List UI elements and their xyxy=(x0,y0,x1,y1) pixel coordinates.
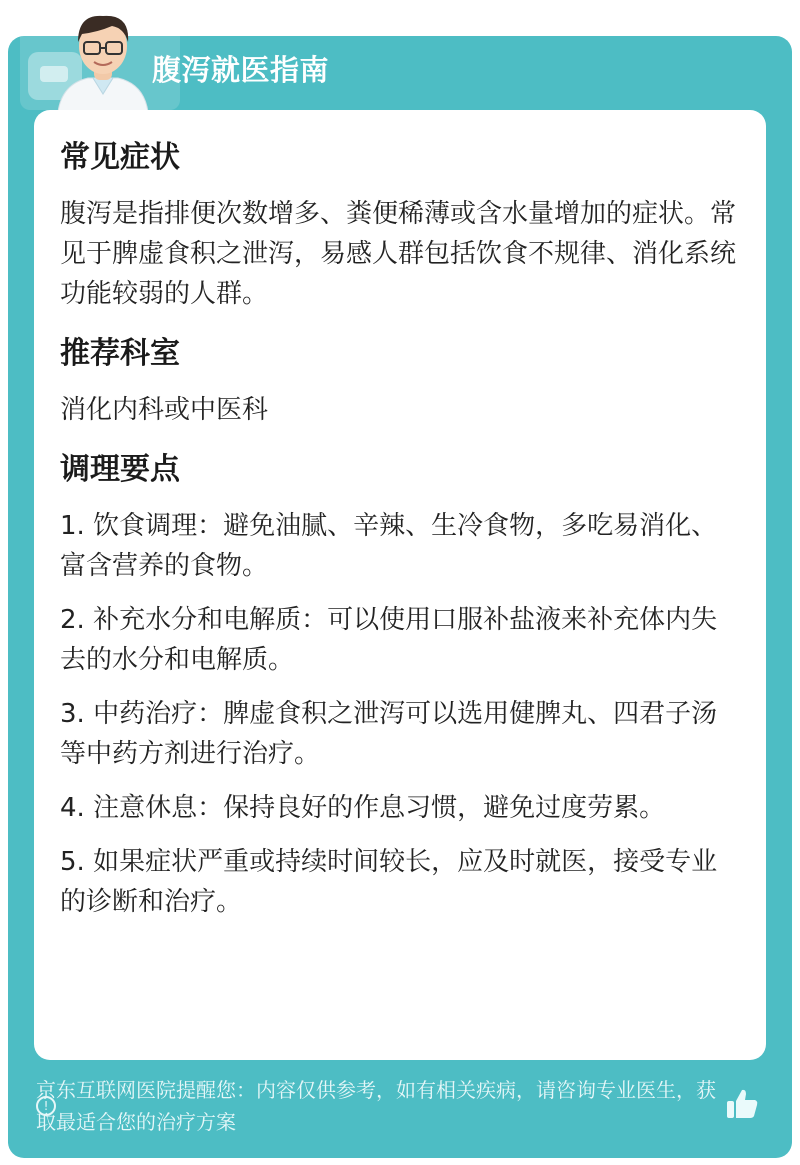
page-title: 腹泻就医指南 xyxy=(152,53,330,87)
thumbs-up-icon[interactable] xyxy=(724,1086,760,1122)
section-text: 腹泻是指排便次数增多、粪便稀薄或含水量增加的症状。常见于脾虚食积之泄泻，易感人群包括饮食不规律、消化系统功能较弱的人群。 xyxy=(60,199,737,309)
section-care-points xyxy=(60,448,740,922)
section-department xyxy=(60,332,740,430)
list-item: 4. 注意休息：保持良好的作息习惯，避免过度劳累。 xyxy=(60,793,666,823)
content-card xyxy=(34,110,766,1060)
footer-disclaimer: 京东互联网医院提醒您：内容仅供参考，如有相关疾病，请咨询专业医生，获取最适合您的治疗方案 xyxy=(36,1078,716,1134)
section-title: 调理要点 xyxy=(60,452,180,487)
section-title: 常见症状 xyxy=(60,140,180,175)
section-title: 推荐科室 xyxy=(60,336,180,371)
section-symptoms xyxy=(60,136,740,314)
info-icon: ! xyxy=(36,1096,56,1116)
list-item: 5. 如果症状严重或持续时间较长，应及时就医，接受专业的诊断和治疗。 xyxy=(60,847,718,917)
list-item: 3. 中药治疗：脾虚食积之泄泻可以选用健脾丸、四君子汤等中药方剂进行治疗。 xyxy=(60,699,718,769)
list-item: 1. 饮食调理：避免油腻、辛辣、生冷食物，多吃易消化、富含营养的食物。 xyxy=(60,511,718,581)
list-item: 2. 补充水分和电解质：可以使用口服补盐液来补充体内失去的水分和电解质。 xyxy=(60,605,718,675)
doctor-avatar xyxy=(48,6,158,112)
section-text: 消化内科或中医科 xyxy=(60,395,269,425)
